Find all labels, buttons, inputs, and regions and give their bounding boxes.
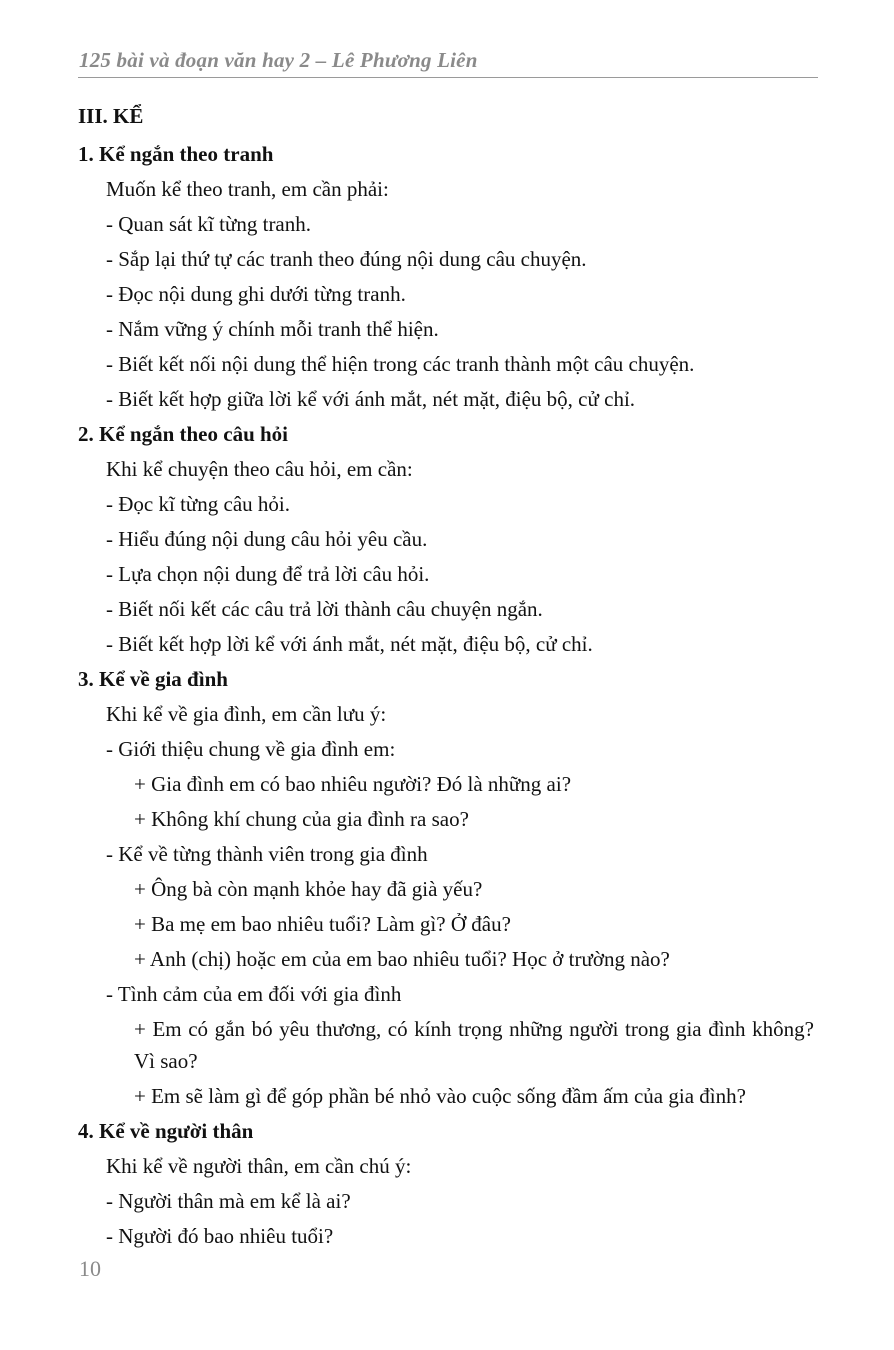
list-item: - Đọc kĩ từng câu hỏi.: [106, 492, 291, 516]
section-2: [78, 418, 816, 663]
list-item: - Biết kết hợp giữa lời kể với ánh mắt, nét mặt, điệu bộ, cử chỉ.: [106, 387, 636, 411]
section-4: [78, 1115, 816, 1255]
sub-list-item: + Không khí chung của gia đình ra sao?: [134, 807, 469, 831]
list-item: - Giới thiệu chung về gia đình em:: [106, 737, 396, 761]
list-item: - Người thân mà em kể là ai?: [106, 1189, 351, 1213]
list-item: - Hiểu đúng nội dung câu hỏi yêu cầu.: [106, 527, 428, 551]
section-heading: 2. Kể ngắn theo câu hỏi: [78, 422, 289, 446]
section-heading: 3. Kể về gia đình: [78, 667, 228, 691]
sub-list-item: + Gia đình em có bao nhiêu người? Đó là những ai?: [134, 772, 572, 796]
section-intro: Muốn kể theo tranh, em cần phải:: [106, 177, 389, 201]
list-item: - Biết nối kết các câu trả lời thành câu chuyện ngắn.: [106, 597, 543, 621]
list-item: - Biết kết hợp lời kể với ánh mắt, nét mặt, điệu bộ, cử chỉ.: [106, 632, 593, 656]
sub-list-item: + Ba mẹ em bao nhiêu tuổi? Làm gì? Ở đâu?: [134, 912, 511, 936]
header-divider: [78, 77, 818, 78]
page-content: [78, 98, 816, 1255]
sub-list-item: + Ông bà còn mạnh khỏe hay đã già yếu?: [134, 877, 483, 901]
section-intro: Khi kể chuyện theo câu hỏi, em cần:: [106, 457, 413, 481]
section-3: [78, 663, 816, 1115]
section-intro: Khi kể về người thân, em cần chú ý:: [106, 1154, 412, 1178]
list-item: - Người đó bao nhiêu tuổi?: [106, 1224, 334, 1248]
section-heading: 1. Kể ngắn theo tranh: [78, 142, 274, 166]
chapter-heading: III. KỂ: [78, 104, 144, 128]
section-heading: 4. Kể về người thân: [78, 1119, 254, 1143]
running-header: 125 bài và đoạn văn hay 2 – Lê Phương Liên: [79, 48, 478, 72]
section-1: [78, 138, 816, 418]
list-item: - Kể về từng thành viên trong gia đình: [106, 842, 428, 866]
list-item: - Quan sát kĩ từng tranh.: [106, 212, 312, 236]
list-item: - Đọc nội dung ghi dưới từng tranh.: [106, 282, 406, 306]
sub-list-item: + Em có gắn bó yêu thương, có kính trọng những người trong gia đình không? Vì sao?: [134, 1017, 814, 1073]
section-intro: Khi kể về gia đình, em cần lưu ý:: [106, 702, 387, 726]
list-item: - Sắp lại thứ tự các tranh theo đúng nội dung câu chuyện.: [106, 247, 587, 271]
page-number: 10: [79, 1256, 101, 1281]
sub-list-item: + Anh (chị) hoặc em của em bao nhiêu tuổi? Học ở trường nào?: [134, 947, 670, 971]
sub-list-item: + Em sẽ làm gì để góp phần bé nhỏ vào cuộc sống đầm ấm của gia đình?: [134, 1084, 746, 1108]
list-item: - Biết kết nối nội dung thể hiện trong các tranh thành một câu chuyện.: [106, 352, 695, 376]
list-item: - Tình cảm của em đối với gia đình: [106, 982, 402, 1006]
list-item: - Nắm vững ý chính mỗi tranh thể hiện.: [106, 317, 439, 341]
list-item: - Lựa chọn nội dung để trả lời câu hỏi.: [106, 562, 430, 586]
